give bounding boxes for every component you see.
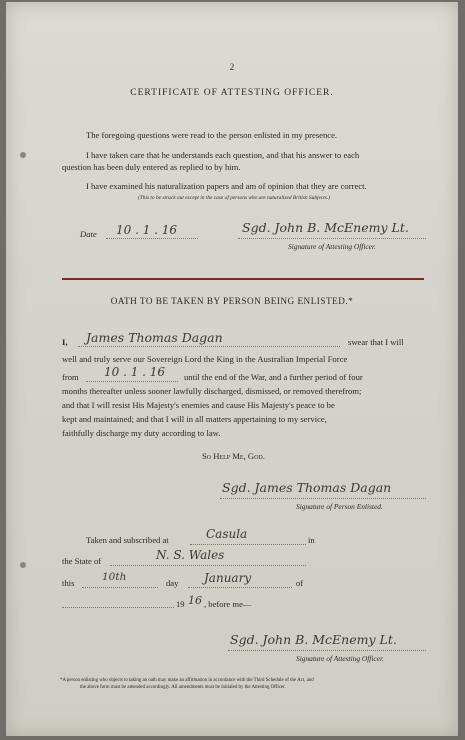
from-date-line [86, 381, 178, 382]
certificate-para2a: I have taken care that he understands each question, and that his answer to each [86, 150, 360, 160]
final-attesting-signature: Sgd. John B. McEnemy Lt. [230, 632, 397, 647]
before-me-label: , before me— [204, 599, 252, 609]
footnote-line1: *A person enlisting who objects to taking an oath may make an affirmation in accordance with the Third Schedule of the Act, and [60, 678, 314, 683]
month-value: January [204, 571, 252, 585]
place-line [190, 544, 306, 545]
oath-closing: So Help Me, God. [202, 451, 265, 461]
final-signature-caption: Signature of Attesting Officer. [296, 654, 384, 663]
footnote-line2: the above form must be amended accordingly. All amendments must be initialed by the Attesting Officer. [80, 685, 286, 690]
signature-line [238, 238, 426, 239]
taken-label: Taken and subscribed at [86, 535, 169, 545]
month-line [188, 587, 292, 588]
date-line [106, 238, 198, 239]
this-label: this [62, 578, 75, 588]
page-number: 2 [229, 62, 235, 72]
certificate-note: (This to be struck out except in the case of persons who are naturalized British Subjects.) [138, 195, 331, 201]
certificate-para1: The foregoing questions were read to the person enlisted in my presence. [86, 130, 338, 140]
enlistee-name: James Thomas Dagan [86, 330, 223, 345]
final-signature-line [228, 650, 426, 651]
attesting-officer-signature: Sgd. John B. McEnemy Lt. [242, 220, 409, 235]
day-value: 10th [102, 571, 127, 583]
state-label: the State of [62, 556, 102, 566]
certificate-para2b: question has been duly entered as replied to by him. [62, 162, 241, 172]
place-value: Casula [206, 527, 248, 541]
of-label: of [296, 578, 304, 588]
oath-line2: well and truly serve our Sovereign Lord the King in the Australian Imperial Force [62, 354, 348, 364]
enlistee-signature-caption: Signature of Person Enlisted. [296, 502, 383, 511]
oath-line7: faithfully discharge my duty according to law. [62, 428, 221, 438]
day-label: day [166, 578, 179, 588]
certificate-para3: I have examined his naturalization papers and am of opinion that they are correct. [86, 181, 367, 191]
oath-line1-suffix: swear that I will [348, 337, 404, 347]
signature-caption: Signature of Attesting Officer. [288, 242, 376, 251]
in-label: in [308, 535, 315, 545]
document-page [6, 2, 458, 736]
oath-line4: months thereafter unless sooner lawfully discharged, dismissed, or removed therefrom; [62, 386, 362, 396]
oath-line3-suffix: until the end of the War, and a further period of four [184, 372, 363, 382]
state-value: N. S. Wales [156, 548, 225, 562]
oath-line1-prefix: I, [62, 337, 68, 347]
certificate-title: CERTIFICATE OF ATTESTING OFFICER. [130, 88, 334, 98]
oath-title: OATH TO BE TAKEN BY PERSON BEING ENLISTED.* [110, 296, 354, 306]
section-divider [62, 278, 424, 280]
binding-hole [20, 562, 26, 568]
day-line [82, 587, 158, 588]
year-value: 16 [188, 594, 202, 607]
enlistee-signature-line [220, 498, 426, 499]
year-prefix: 19 [176, 599, 185, 609]
name-line [78, 346, 340, 347]
enlistee-signature: Sgd. James Thomas Dagan [222, 480, 392, 495]
oath-line3-prefix: from [62, 372, 79, 382]
date-label: Date [80, 229, 97, 239]
oath-line6: kept and maintained; and that I will in all matters appertaining to my service, [62, 414, 327, 424]
date-value: 10 . 1 . 16 [116, 223, 178, 237]
year-lead-line [62, 607, 174, 608]
binding-hole [20, 152, 26, 158]
oath-line5: and that I will resist His Majesty's enemies and cause His Majesty's peace to be [62, 400, 335, 410]
enlist-from-date: 10 . 1 . 16 [104, 365, 166, 379]
state-line [110, 565, 306, 566]
